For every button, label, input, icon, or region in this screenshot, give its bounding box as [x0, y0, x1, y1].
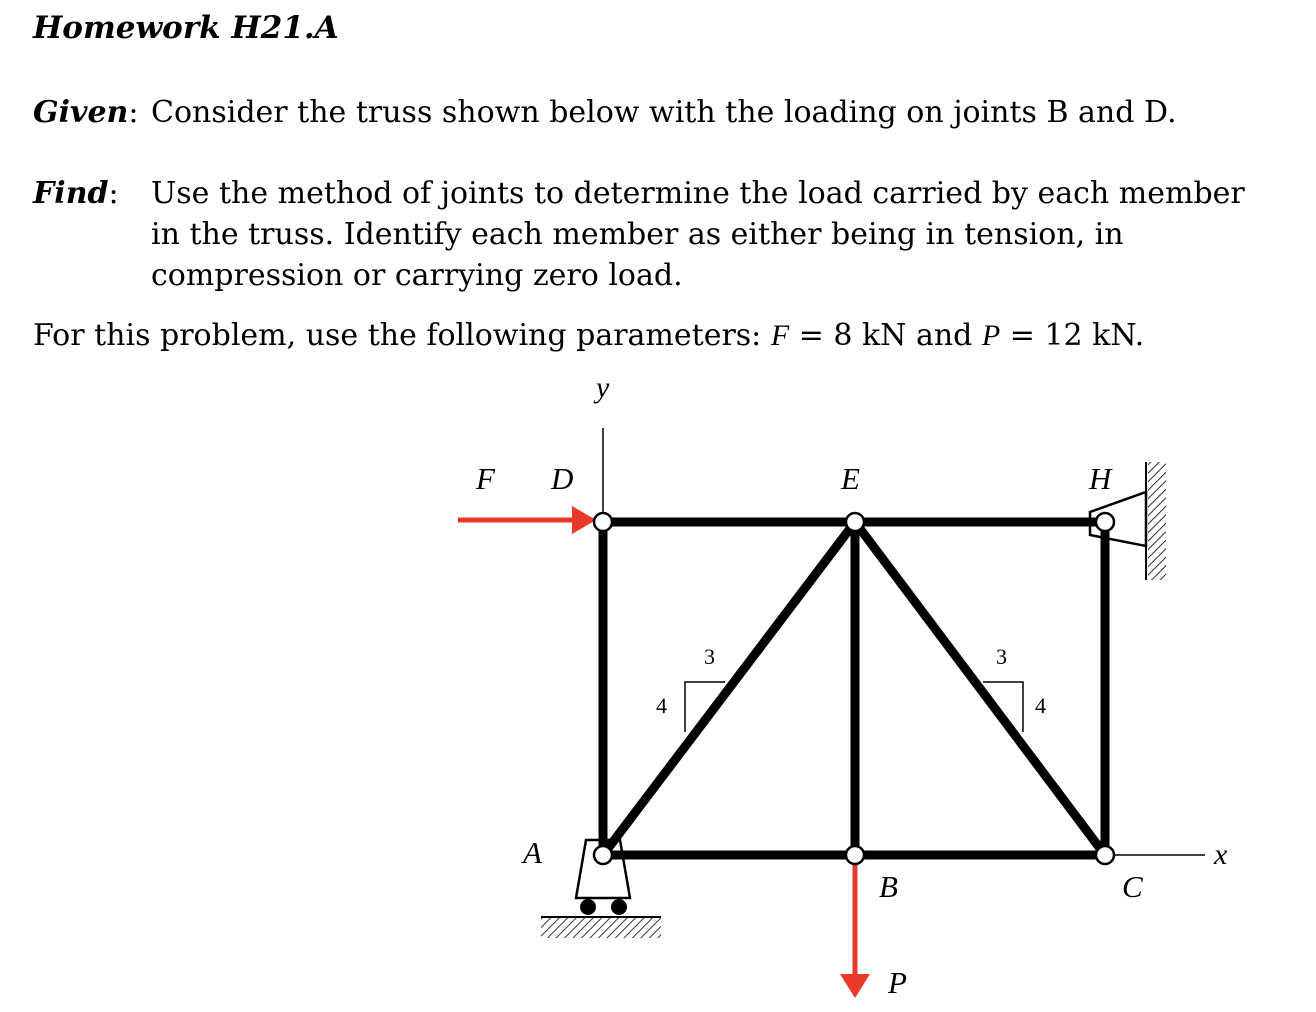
label-e: E — [841, 461, 860, 496]
slope-right-run: 3 — [996, 644, 1007, 669]
label-d: D — [551, 461, 574, 496]
slope-right-rise: 4 — [1035, 693, 1046, 718]
param-p-value: = 12 kN. — [1000, 318, 1145, 353]
load-f-arrowhead — [572, 506, 596, 534]
joint-h — [1096, 513, 1114, 531]
joint-b — [846, 846, 864, 864]
truss-members — [603, 522, 1105, 855]
y-axis-label: y — [596, 371, 610, 404]
page-title: Homework H21.A — [33, 10, 339, 46]
label-a: A — [523, 835, 542, 870]
label-p: P — [888, 965, 907, 1000]
joint-d — [594, 513, 612, 531]
roller-wheel-left — [580, 899, 596, 915]
label-f: F — [476, 461, 495, 496]
member-ce — [855, 522, 1105, 855]
label-b: B — [879, 869, 898, 904]
param-p-symbol: P — [981, 319, 1001, 352]
x-axis-label: x — [1214, 838, 1228, 871]
joint-e — [846, 513, 864, 531]
wall-hatch — [1148, 462, 1166, 580]
member-ae — [603, 522, 855, 855]
joint-c — [1096, 846, 1114, 864]
param-f-value: = 8 kN and — [789, 318, 982, 353]
find-text: Use the method of joints to determine the load carried by each member in the truss. Identify each member as either being in tension, in compression or carrying zero load. — [151, 176, 1245, 293]
ground-hatch — [541, 918, 661, 938]
load-p-arrowhead — [840, 974, 870, 998]
slope-left-rise: 4 — [656, 693, 667, 718]
parameters-prefix: For this problem, use the following parameters: — [33, 318, 771, 353]
label-c: C — [1122, 869, 1143, 904]
roller-wheel-right — [611, 899, 627, 915]
given-label: Given: — [33, 95, 139, 130]
find-label: Find: — [33, 176, 119, 211]
given-text: Consider the truss shown below with the loading on joints B and D. — [151, 95, 1177, 130]
joint-a — [594, 846, 612, 864]
param-f-symbol: F — [770, 319, 790, 352]
slope-left-run: 3 — [704, 644, 715, 669]
label-h: H — [1089, 461, 1112, 496]
